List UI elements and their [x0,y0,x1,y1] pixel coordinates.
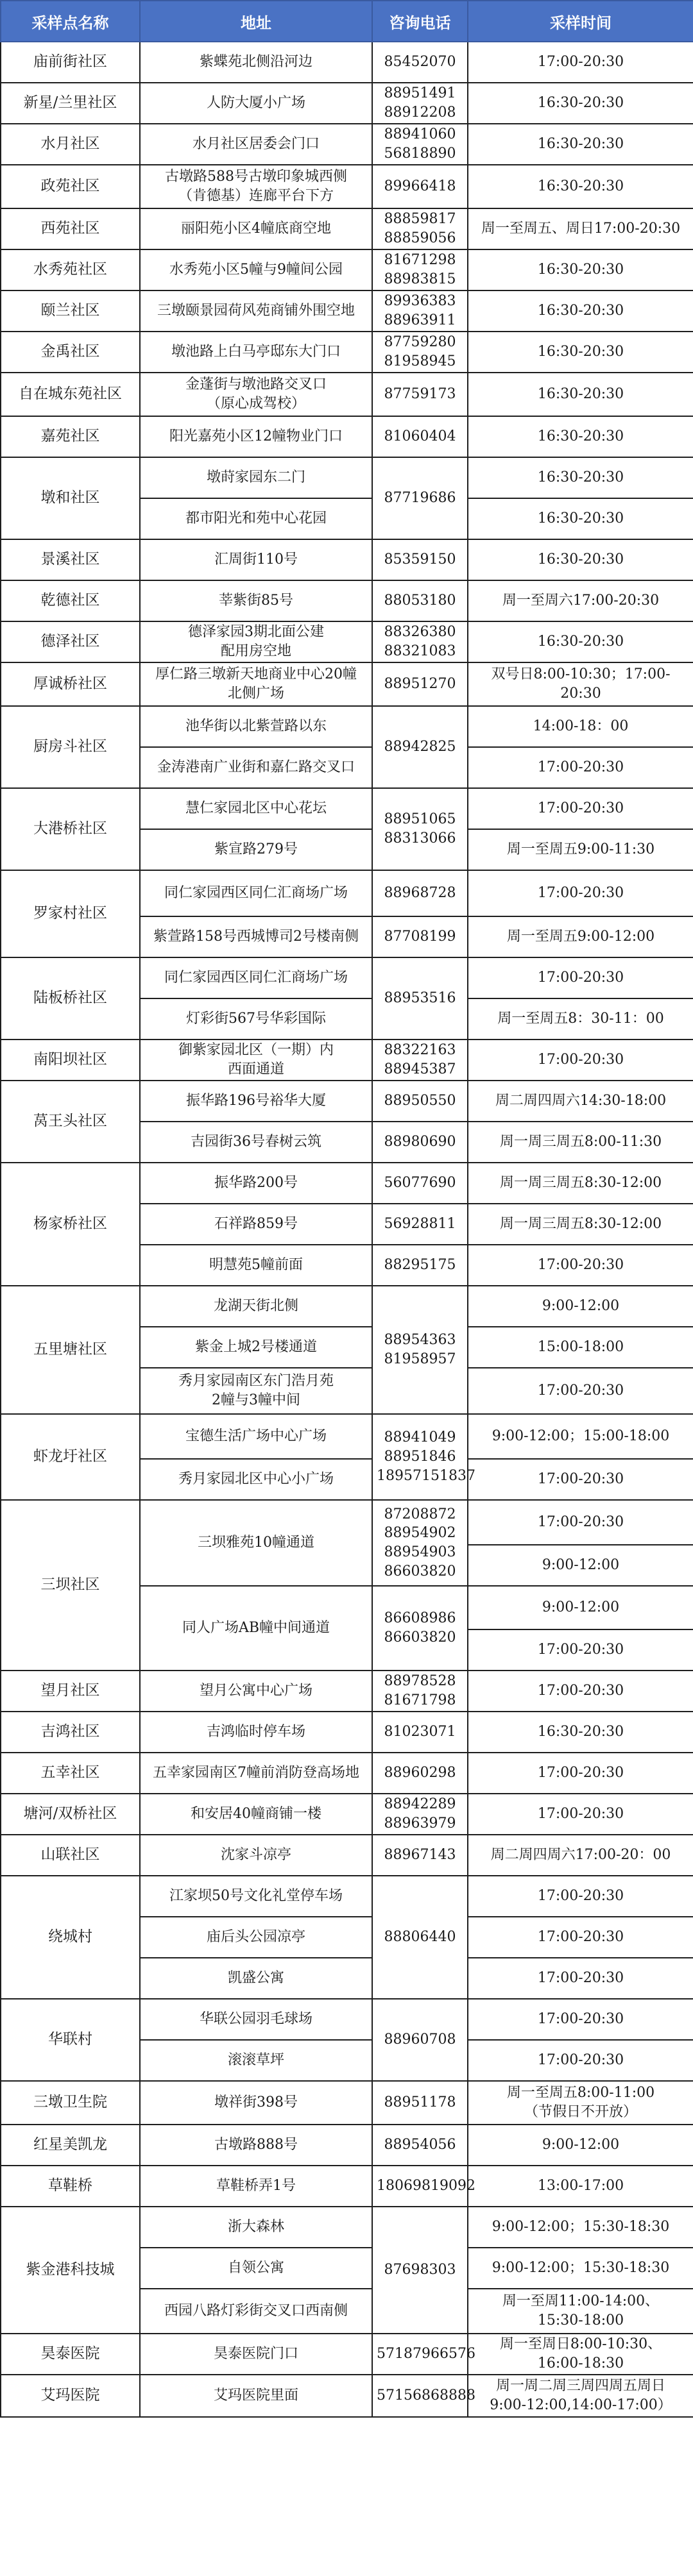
phone-cell: 88954363 81958957 [372,1286,468,1414]
site-cell: 厨房斗社区 [1,706,140,788]
table-row [1,1712,693,1753]
table-row [1,1999,693,2040]
time-cell: 15:00-18:00 [468,1327,693,1368]
address-cell: 水月社区居委会门口 [140,124,372,165]
table-row [1,42,693,83]
phone-cell: 81023071 [372,1712,468,1753]
address-cell: 宝德生活广场中心广场 [140,1414,372,1459]
phone-cell: 87759173 [372,373,468,416]
address-cell: 三墩颐景园荷风苑商铺外围空地 [140,290,372,332]
site-cell: 景溪社区 [1,539,140,580]
table-row [1,208,693,249]
address-cell: 自领公寓 [140,2248,372,2289]
address-cell: 西园八路灯彩街交叉口西南侧 [140,2289,372,2334]
time-cell: 16:30-20:30 [468,332,693,373]
time-cell: 双号日8:00-10:30；17:00-20:30 [468,662,693,706]
address-cell: 吉鸿临时停车场 [140,1712,372,1753]
phone-cell: 88960298 [372,1753,468,1794]
site-cell: 嘉苑社区 [1,416,140,457]
time-cell: 13:00-17:00 [468,2166,693,2207]
site-cell: 西苑社区 [1,208,140,249]
phone-cell: 87759280 81958945 [372,332,468,373]
address-cell: 三坝雅苑10幢通道 [140,1500,372,1586]
time-cell: 16:30-20:30 [468,373,693,416]
time-cell: 17:00-20:30 [468,1245,693,1286]
phone-cell: 88951065 88313066 [372,788,468,870]
phone-cell: 87208872 88954902 88954903 86603820 [372,1500,468,1586]
time-cell: 17:00-20:30 [468,1368,693,1414]
address-cell: 振华路200号 [140,1163,372,1204]
address-cell: 金蓬街与墩池路交叉口 （原心成驾校） [140,373,372,416]
time-cell: 16:30-20:30 [468,416,693,457]
table-row [1,706,693,747]
address-cell: 金涛港南广业街和嘉仁路交叉口 [140,747,372,788]
site-cell: 三墩卫生院 [1,2081,140,2125]
site-cell: 紫金港科技城 [1,2207,140,2334]
time-cell: 16:30-20:30 [468,83,693,124]
address-cell: 御紫家园北区（一期）内 西面通道 [140,1040,372,1081]
time-cell: 17:00-20:30 [468,1459,693,1500]
time-cell: 16:30-20:30 [468,498,693,539]
site-cell: 新星/兰里社区 [1,83,140,124]
address-cell: 和安居40幢商铺一楼 [140,1794,372,1835]
time-cell: 9:00-12:00 [468,1545,693,1586]
site-cell: 三坝社区 [1,1500,140,1671]
table-row [1,83,693,124]
time-cell: 17:00-20:30 [468,1671,693,1712]
site-cell: 墩和社区 [1,457,140,539]
address-cell: 厚仁路三墩新天地商业中心20幢 北侧广场 [140,662,372,706]
table-row [1,457,693,498]
table-row [1,1286,693,1327]
address-cell: 望月公寓中心广场 [140,1671,372,1712]
table-row [1,1081,693,1122]
time-cell: 17:00-20:30 [468,1040,693,1081]
address-cell: 紫金上城2号楼通道 [140,1327,372,1368]
site-cell: 自在城东苑社区 [1,373,140,416]
phone-cell: 88968728 [372,870,468,916]
phone-cell: 89936383 88963911 [372,290,468,332]
address-cell: 草鞋桥弄1号 [140,2166,372,2207]
phone-cell: 56928811 [372,1204,468,1245]
address-cell: 都市阳光和苑中心花园 [140,498,372,539]
table-row [1,2081,693,2125]
table-row [1,788,693,829]
table-row [1,373,693,416]
table-row [1,1500,693,1545]
address-cell: 吉园街36号春树云筑 [140,1122,372,1163]
time-cell: 17:00-20:30 [468,1958,693,1999]
address-cell: 秀月家园南区东门浩月苑 2幢与3幢中间 [140,1368,372,1414]
address-cell: 莘紫街85号 [140,580,372,621]
address-cell: 古墩路588号古墩印象城西侧 （肯德基）连廊平台下方 [140,165,372,208]
time-cell: 9:00-12:00 [468,1286,693,1327]
address-cell: 墩祥街398号 [140,2081,372,2125]
address-cell: 紫宣路279号 [140,829,372,870]
table-row [1,1794,693,1835]
address-cell: 华联公园羽毛球场 [140,1999,372,2040]
phone-cell: 18069819092 [372,2166,468,2207]
site-cell: 颐兰社区 [1,290,140,332]
address-cell: 古墩路888号 [140,2125,372,2166]
phone-cell: 89966418 [372,165,468,208]
header-site: 采样点名称 [1,1,140,42]
time-cell: 周一至周六17:00-20:30 [468,580,693,621]
address-cell: 水秀苑小区5幢与9幢间公园 [140,249,372,290]
header-phone: 咨询电话 [372,1,468,42]
address-cell: 秀月家园北区中心小广场 [140,1459,372,1500]
phone-cell: 88941049 88951846 18957151837 [372,1414,468,1500]
table-row [1,870,693,916]
address-cell: 艾玛医院里面 [140,2375,372,2417]
site-cell: 杨家桥社区 [1,1163,140,1286]
site-cell: 艾玛医院 [1,2375,140,2417]
site-cell: 塘河/双桥社区 [1,1794,140,1835]
table-row [1,1876,693,1917]
time-cell: 17:00-20:30 [468,747,693,788]
time-cell: 16:30-20:30 [468,539,693,580]
table-row [1,957,693,998]
time-cell: 周一至周五8:00-11:00 （节假日不开放） [468,2081,693,2125]
table-row [1,662,693,706]
time-cell: 16:30-20:30 [468,124,693,165]
header-address: 地址 [140,1,372,42]
time-cell: 17:00-20:30 [468,870,693,916]
address-cell: 同人广场AB幢中间通道 [140,1586,372,1671]
time-cell: 周一周二周三周四周五周日 9:00-12:00,14:00-17:00） [468,2375,693,2417]
address-cell: 江家坝50号文化礼堂停车场 [140,1876,372,1917]
site-cell: 陆板桥社区 [1,957,140,1040]
table-row [1,416,693,457]
phone-cell: 88942825 [372,706,468,788]
time-cell: 9:00-12:00 [468,2125,693,2166]
address-cell: 墩莳家园东二门 [140,457,372,498]
phone-cell: 88953516 [372,957,468,1040]
address-cell: 明慧苑5幢前面 [140,1245,372,1286]
table-row [1,621,693,662]
time-cell: 周一至周日8:00-10:30、 16:00-18:30 [468,2334,693,2375]
site-cell: 草鞋桥 [1,2166,140,2207]
table-row [1,580,693,621]
table-row [1,2375,693,2417]
time-cell: 周一至周五9:00-11:30 [468,829,693,870]
phone-cell: 88053180 [372,580,468,621]
phone-cell: 88326380 88321083 [372,621,468,662]
site-cell: 五里塘社区 [1,1286,140,1414]
address-cell: 同仁家园西区同仁汇商场广场 [140,957,372,998]
table-row [1,2334,693,2375]
phone-cell: 81671298 88983815 [372,249,468,290]
address-cell: 振华路196号裕华大厦 [140,1081,372,1122]
time-cell: 17:00-20:30 [468,1917,693,1958]
address-cell: 德泽家园3期北面公建 配用房空地 [140,621,372,662]
phone-cell: 88942289 88963979 [372,1794,468,1835]
time-cell: 周二周四周六14:30-18:00 [468,1081,693,1122]
time-cell: 17:00-20:30 [468,2040,693,2081]
table-row [1,2166,693,2207]
site-cell: 昊泰医院 [1,2334,140,2375]
phone-cell: 88951491 88912208 [372,83,468,124]
phone-cell: 81060404 [372,416,468,457]
time-cell: 17:00-20:30 [468,1753,693,1794]
phone-cell: 88950550 [372,1081,468,1122]
time-cell: 14:00-18：00 [468,706,693,747]
header-time: 采样时间 [468,1,693,42]
table-row [1,1671,693,1712]
site-cell: 厚诚桥社区 [1,662,140,706]
address-cell: 阳光嘉苑小区12幢物业门口 [140,416,372,457]
time-cell: 周一至周11:00-14:00、 15:30-18:00 [468,2289,693,2334]
phone-cell: 88967143 [372,1835,468,1876]
table-row [1,1414,693,1459]
address-cell: 慧仁家园北区中心花坛 [140,788,372,829]
address-cell: 凯盛公寓 [140,1958,372,1999]
time-cell: 16:30-20:30 [468,165,693,208]
address-cell: 五幸家园南区7幢前消防登高场地 [140,1753,372,1794]
table-row [1,124,693,165]
phone-cell: 88951270 [372,662,468,706]
site-cell: 红星美凯龙 [1,2125,140,2166]
address-cell: 沈家斗凉亭 [140,1835,372,1876]
time-cell: 9:00-12:00 [468,1586,693,1629]
phone-cell: 85359150 [372,539,468,580]
address-cell: 浙大森林 [140,2207,372,2248]
time-cell: 9:00-12:00；15:30-18:30 [468,2207,693,2248]
address-cell: 墩池路上白马亭邸东大门口 [140,332,372,373]
table-row [1,290,693,332]
phone-cell: 88806440 [372,1876,468,1999]
phone-cell: 88322163 88945387 [372,1040,468,1081]
table-row [1,2125,693,2166]
site-cell: 绕城村 [1,1876,140,1999]
site-cell: 南阳坝社区 [1,1040,140,1081]
phone-cell: 88978528 81671798 [372,1671,468,1712]
address-cell: 池华街以北紫萱路以东 [140,706,372,747]
time-cell: 周一周三周五8:30-12:00 [468,1163,693,1204]
table-row [1,332,693,373]
site-cell: 水月社区 [1,124,140,165]
address-cell: 紫萱路158号西城博司2号楼南侧 [140,916,372,957]
address-cell: 紫蝶苑北侧沿河边 [140,42,372,83]
site-cell: 山联社区 [1,1835,140,1876]
phone-cell: 86608986 86603820 [372,1586,468,1671]
site-cell: 乾德社区 [1,580,140,621]
time-cell: 17:00-20:30 [468,1794,693,1835]
table-row [1,2207,693,2248]
phone-cell: 87708199 [372,916,468,957]
table-header-row [1,1,693,42]
time-cell: 17:00-20:30 [468,1876,693,1917]
site-cell: 华联村 [1,1999,140,2081]
time-cell: 9:00-12:00；15:00-18:00 [468,1414,693,1459]
table-row [1,1835,693,1876]
address-cell: 灯彩街567号华彩国际 [140,998,372,1040]
address-cell: 石祥路859号 [140,1204,372,1245]
phone-cell: 88859817 88859056 [372,208,468,249]
time-cell: 17:00-20:30 [468,1500,693,1545]
phone-cell: 85452070 [372,42,468,83]
time-cell: 17:00-20:30 [468,788,693,829]
phone-cell: 57156868888 [372,2375,468,2417]
time-cell: 周一至周五9:00-12:00 [468,916,693,957]
time-cell: 17:00-20:30 [468,42,693,83]
site-cell: 德泽社区 [1,621,140,662]
address-cell: 丽阳苑小区4幢底商空地 [140,208,372,249]
time-cell: 16:30-20:30 [468,249,693,290]
time-cell: 周一至周五、周日17:00-20:30 [468,208,693,249]
phone-cell: 56077690 [372,1163,468,1204]
phone-cell: 88295175 [372,1245,468,1286]
table-row [1,1040,693,1081]
table-row [1,249,693,290]
table-row [1,1163,693,1204]
phone-cell: 88941060 56818890 [372,124,468,165]
phone-cell: 87719686 [372,457,468,539]
time-cell: 周一周三周五8:00-11:30 [468,1122,693,1163]
site-cell: 五幸社区 [1,1753,140,1794]
address-cell: 滚滚草坪 [140,2040,372,2081]
time-cell: 周二周四周六17:00-20：00 [468,1835,693,1876]
address-cell: 龙湖天街北侧 [140,1286,372,1327]
time-cell: 9:00-12:00；15:30-18:30 [468,2248,693,2289]
site-cell: 庙前街社区 [1,42,140,83]
address-cell: 汇周街110号 [140,539,372,580]
phone-cell: 88980690 [372,1122,468,1163]
address-cell: 庙后头公园凉亭 [140,1917,372,1958]
time-cell: 周一周三周五8:30-12:00 [468,1204,693,1245]
phone-cell: 88951178 [372,2081,468,2125]
address-cell: 昊泰医院门口 [140,2334,372,2375]
site-cell: 虾龙圩社区 [1,1414,140,1500]
time-cell: 16:30-20:30 [468,621,693,662]
site-cell: 政苑社区 [1,165,140,208]
table-row [1,165,693,208]
phone-cell: 88954056 [372,2125,468,2166]
address-cell: 同仁家园西区同仁汇商场广场 [140,870,372,916]
site-cell: 莴王头社区 [1,1081,140,1163]
time-cell: 16:30-20:30 [468,290,693,332]
phone-cell: 88960708 [372,1999,468,2081]
site-cell: 罗家村社区 [1,870,140,957]
time-cell: 17:00-20:30 [468,1999,693,2040]
time-cell: 17:00-20:30 [468,1629,693,1671]
address-cell: 人防大厦小广场 [140,83,372,124]
site-cell: 望月社区 [1,1671,140,1712]
table-row [1,1753,693,1794]
site-cell: 大港桥社区 [1,788,140,870]
site-cell: 吉鸿社区 [1,1712,140,1753]
time-cell: 17:00-20:30 [468,957,693,998]
time-cell: 周一至周五8：30-11：00 [468,998,693,1040]
phone-cell: 57187966576 [372,2334,468,2375]
table-row [1,539,693,580]
phone-cell: 87698303 [372,2207,468,2334]
site-cell: 水秀苑社区 [1,249,140,290]
time-cell: 16:30-20:30 [468,457,693,498]
time-cell: 16:30-20:30 [468,1712,693,1753]
site-cell: 金禹社区 [1,332,140,373]
